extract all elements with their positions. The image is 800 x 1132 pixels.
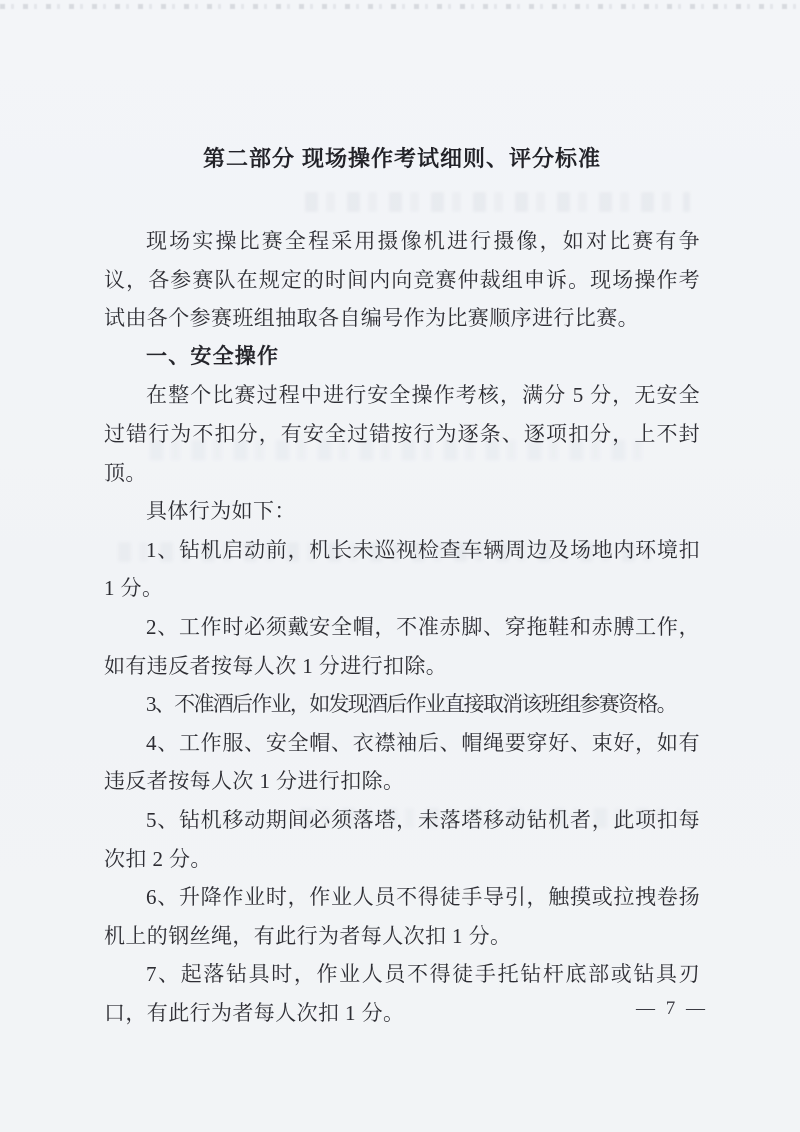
paragraph-scoring: 在整个比赛过程中进行安全操作考核，满分 5 分，无安全过错行为不扣分，有安全过错按行为逐条、逐项扣分，上不封顶。 [104, 383, 700, 485]
document-body [104, 222, 700, 1032]
list-item-4: 4、工作服、安全帽、衣襟袖后、帽绳要穿好、束好，如有违反者按每人次 1 分进行扣除。 [104, 730, 700, 794]
page-title: 第二部分 现场操作考试细则、评分标准 [202, 146, 602, 171]
document-content [104, 142, 700, 1032]
list-item-2: 2、工作时必须戴安全帽，不准赤脚、穿拖鞋和赤膊工作，如有违反者按每人次 1 分进行扣除。 [104, 614, 700, 678]
scan-noise-artifact [0, 4, 800, 9]
section-heading: 一、安全操作 [146, 344, 280, 368]
paragraph-lead-in: 具体行为如下： [146, 499, 296, 524]
list-item-7: 7、起落钻具时，作业人员不得徒手托钻杆底部或钻具刃口，有此行为者每人次扣 1 分。 [104, 962, 700, 1025]
list-item-5: 5、钻机移动期间必须落塔，未落塔移动钻机者，此项扣每次扣 2 分。 [104, 807, 700, 871]
list-item-1: 1、钻机启动前，机长未巡视检查车辆周边及场地内环境扣 1 分。 [104, 537, 700, 601]
list-item-6: 6、升降作业时，作业人员不得徒手导引，触摸或拉拽卷扬机上的钢丝绳，有此行为者每人次扣 1 分。 [104, 885, 700, 948]
paragraph-intro: 现场实操比赛全程采用摄像机进行摄像，如对比赛有争议，各参赛队在规定的时间内向竞赛仲裁组申诉。现场操作考试由各个参赛班组抽取各自编号作为比赛顺序进行比赛。 [104, 229, 700, 331]
list-item-3: 3、不准酒后作业，如发现酒后作业直接取消该班组参赛资格。 [146, 692, 676, 717]
page-number: — 7 — [636, 998, 708, 1019]
